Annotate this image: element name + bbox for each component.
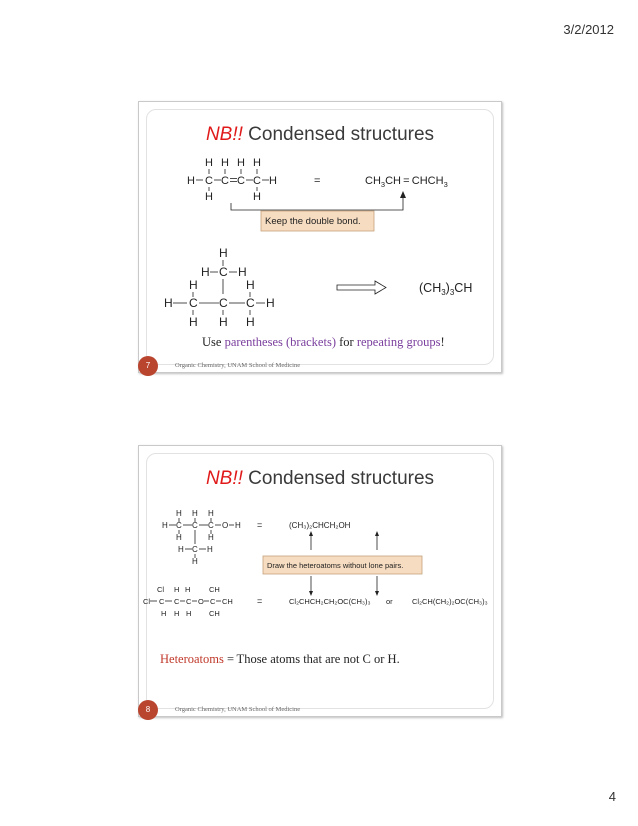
arrow-head xyxy=(309,531,313,536)
svg-text:H: H xyxy=(164,296,173,310)
svg-text:H: H xyxy=(192,509,198,518)
svg-text:H: H xyxy=(162,521,168,530)
svg-text:Cl: Cl xyxy=(157,585,165,594)
svg-text:H: H xyxy=(189,315,198,329)
slide-footer: Organic Chemistry, UNAM School of Medicine xyxy=(175,706,301,713)
svg-text:H: H xyxy=(221,157,229,169)
slide-7 xyxy=(138,101,502,373)
title-rest: Condensed structures xyxy=(242,468,435,489)
svg-text:H: H xyxy=(269,175,277,187)
condensed-formula-isobutane: $(CH_3)_3CH$ xyxy=(419,281,473,297)
svg-text:H: H xyxy=(189,278,198,292)
arrow-head xyxy=(400,191,406,198)
svg-text:H: H xyxy=(205,157,213,169)
svg-text:C: C xyxy=(219,265,228,279)
slide-note: Heteroatoms = Those atoms that are not C or H. xyxy=(160,652,400,666)
slide-note: Use parentheses (brackets) for repeating groups! xyxy=(202,335,445,349)
condensed-formula-isobutanol: (CH₃)₂CHCH₂OH xyxy=(289,521,351,530)
svg-text:H: H xyxy=(174,585,180,594)
svg-text:Cl: Cl xyxy=(143,597,151,606)
svg-text:H: H xyxy=(208,509,214,518)
chloro-ether-structure xyxy=(143,585,233,618)
svg-text:C: C xyxy=(189,296,198,310)
svg-text:H: H xyxy=(205,191,213,203)
equals-sign: = xyxy=(257,596,263,606)
svg-text:Draw the heteroatoms without l: Draw the heteroatoms without lone pairs. xyxy=(267,561,404,570)
svg-text:C: C xyxy=(192,521,198,530)
callout-box xyxy=(263,556,422,574)
svg-text:C: C xyxy=(219,296,228,310)
svg-text:O: O xyxy=(222,521,229,530)
svg-text:C: C xyxy=(205,175,213,187)
svg-text:O: O xyxy=(198,597,204,606)
butene-structure xyxy=(187,157,277,203)
svg-text:H: H xyxy=(174,609,180,618)
callout-box xyxy=(261,211,374,231)
svg-text:H: H xyxy=(219,246,228,260)
svg-text:H: H xyxy=(246,278,255,292)
svg-text:H: H xyxy=(192,557,198,566)
svg-text:H: H xyxy=(253,157,261,169)
page-number: 4 xyxy=(608,789,616,804)
svg-text:C: C xyxy=(192,545,198,554)
svg-text:C: C xyxy=(174,597,180,606)
equals-sign: = xyxy=(314,175,321,187)
svg-text:H: H xyxy=(246,315,255,329)
slide-number-badge: 8 xyxy=(138,700,158,720)
svg-text:C: C xyxy=(253,175,261,187)
condensed-formula-chloro-ether: Cl₂CHCH₂CH₂OC(CH₃)₃ xyxy=(289,597,371,606)
title-rest: Condensed structures xyxy=(242,124,435,145)
svg-text:C: C xyxy=(237,175,245,187)
svg-text:C: C xyxy=(159,597,165,606)
title-nb: NB!! xyxy=(205,468,243,489)
svg-text:C: C xyxy=(176,521,182,530)
svg-text:C: C xyxy=(210,597,216,606)
svg-text:H: H xyxy=(185,585,191,594)
svg-text:H: H xyxy=(238,265,247,279)
or-label: or xyxy=(386,597,393,606)
svg-text:H: H xyxy=(235,521,241,530)
hollow-arrow xyxy=(337,281,386,294)
condensed-formula-butene: $CH_3CH$ = $CHCH_3$ xyxy=(365,175,448,189)
condensed-structure-diagram xyxy=(139,102,501,372)
svg-text:CH: CH xyxy=(209,585,220,594)
equals-sign: = xyxy=(257,520,263,530)
svg-text:H: H xyxy=(219,315,228,329)
svg-text:C: C xyxy=(186,597,192,606)
svg-text:C: C xyxy=(246,296,255,310)
svg-text:H: H xyxy=(208,533,214,542)
condensed-formula-alt: Cl₂CH(CH₂)₂OC(CH₃)₃ xyxy=(412,597,488,606)
svg-text:H: H xyxy=(201,265,210,279)
svg-text:Keep the double bond.: Keep the double bond. xyxy=(265,216,361,227)
svg-text:H: H xyxy=(176,533,182,542)
svg-text:H: H xyxy=(178,545,184,554)
svg-text:CH: CH xyxy=(209,609,220,618)
svg-text:H: H xyxy=(187,175,195,187)
isobutane-structure xyxy=(164,246,275,329)
svg-text:H: H xyxy=(207,545,213,554)
svg-text:H: H xyxy=(253,191,261,203)
slide-footer: Organic Chemistry, UNAM School of Medicine xyxy=(175,362,301,369)
svg-text:H: H xyxy=(176,509,182,518)
svg-text:H: H xyxy=(237,157,245,169)
slide-8 xyxy=(138,445,502,717)
arrow-head xyxy=(375,591,379,596)
title-nb: NB!! xyxy=(205,124,243,145)
svg-text:H: H xyxy=(161,609,167,618)
arrow-head xyxy=(375,531,379,536)
arrow-head xyxy=(309,591,313,596)
svg-text:CH: CH xyxy=(222,597,233,606)
svg-text:C: C xyxy=(208,521,214,530)
slide-number-badge: 7 xyxy=(138,356,158,376)
svg-text:H: H xyxy=(266,296,275,310)
page-date: 3/2/2012 xyxy=(563,22,614,37)
svg-text:C: C xyxy=(221,175,229,187)
condensed-structure-diagram xyxy=(139,446,501,716)
svg-text:H: H xyxy=(186,609,192,618)
isobutanol-structure xyxy=(162,509,241,566)
